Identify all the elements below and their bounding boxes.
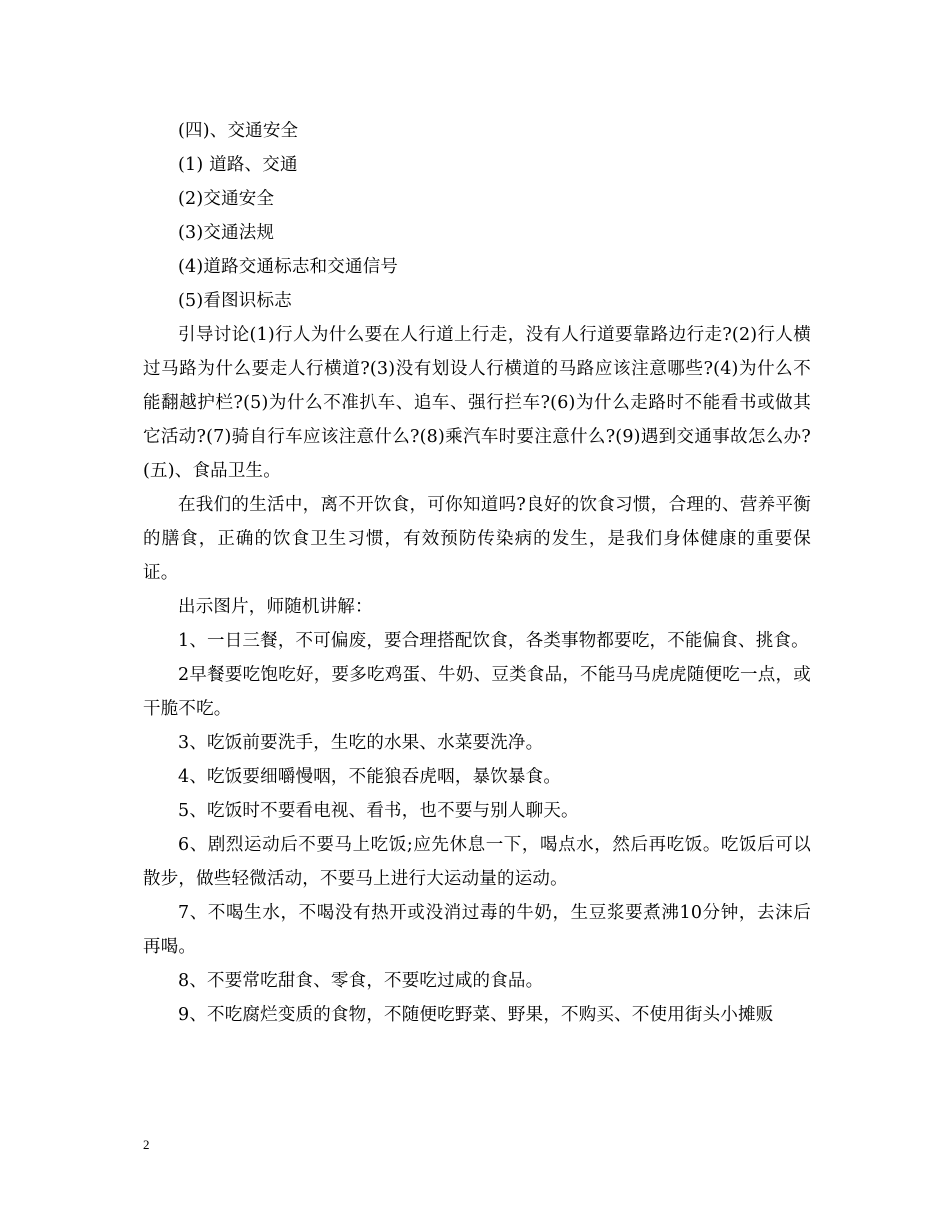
page-number: 2 — [143, 1137, 150, 1152]
paragraph: 3、吃饭前要洗手，生吃的水果、水菜要洗净。 — [178, 733, 544, 753]
paragraph: 5、吃饭时不要看电视、看书，也不要与别人聊天。 — [178, 801, 579, 821]
paragraph: 引导讨论(1)行人为什么要在人行道上行走，没有人行道要靠路边行走?(2)行人横过马路为什么要走人行横道?(3)没有划设人行横道的马路应该注意哪些?(4)为什么不能翻越护栏?(5)为什么不准扒车、追车、强行拦车?(6)为什么走路时不能看书或做其它活动?(7)骑自行车应该注意什么?(8)乘汽车时要注意什么?(9)遇到交通事故怎么办?(五)、食品卫生。 — [143, 325, 811, 481]
paragraph: 在我们的生活中，离不开饮食，可你知道吗?良好的饮食习惯，合理的、营养平衡的膳食，正确的饮食卫生习惯，有效预防传染病的发生，是我们身体健康的重要保证。 — [143, 495, 811, 583]
paragraph: 9、不吃腐烂变质的食物，不随便吃野菜、野果，不购买、不使用街头小摊贩 — [178, 1005, 774, 1025]
paragraph: 4、吃饭要细嚼慢咽，不能狼吞虎咽，暴饮暴食。 — [178, 767, 562, 787]
paragraph: (3)交通法规 — [178, 223, 275, 243]
paragraph: (四)、交通安全 — [178, 121, 299, 141]
paragraph: 6、剧烈运动后不要马上吃饭;应先休息一下，喝点水，然后再吃饭。吃饭后可以散步，做些轻微活动，不要马上进行大运动量的运动。 — [143, 835, 811, 889]
paragraph: 8、不要常吃甜食、零食，不要吃过咸的食品。 — [178, 971, 544, 991]
paragraph: (5)看图识标志 — [178, 291, 292, 311]
paragraph: 7、不喝生水，不喝没有热开或没消过毒的牛奶，生豆浆要煮沸10分钟，去沫后再喝。 — [143, 903, 811, 957]
paragraph: 出示图片，师随机讲解： — [178, 597, 373, 617]
paragraph: 1、一日三餐，不可偏废，要合理搭配饮食，各类事物都要吃，不能偏食、挑食。 — [178, 631, 809, 651]
body-text — [143, 114, 811, 1032]
paragraph: (2)交通安全 — [178, 189, 275, 209]
paragraph: (1) 道路、交通 — [178, 155, 298, 175]
paragraph: (4)道路交通标志和交通信号 — [178, 257, 399, 277]
paragraph: 2早餐要吃饱吃好，要多吃鸡蛋、牛奶、豆类食品，不能马马虎虎随便吃一点，或干脆不吃。 — [143, 665, 811, 719]
